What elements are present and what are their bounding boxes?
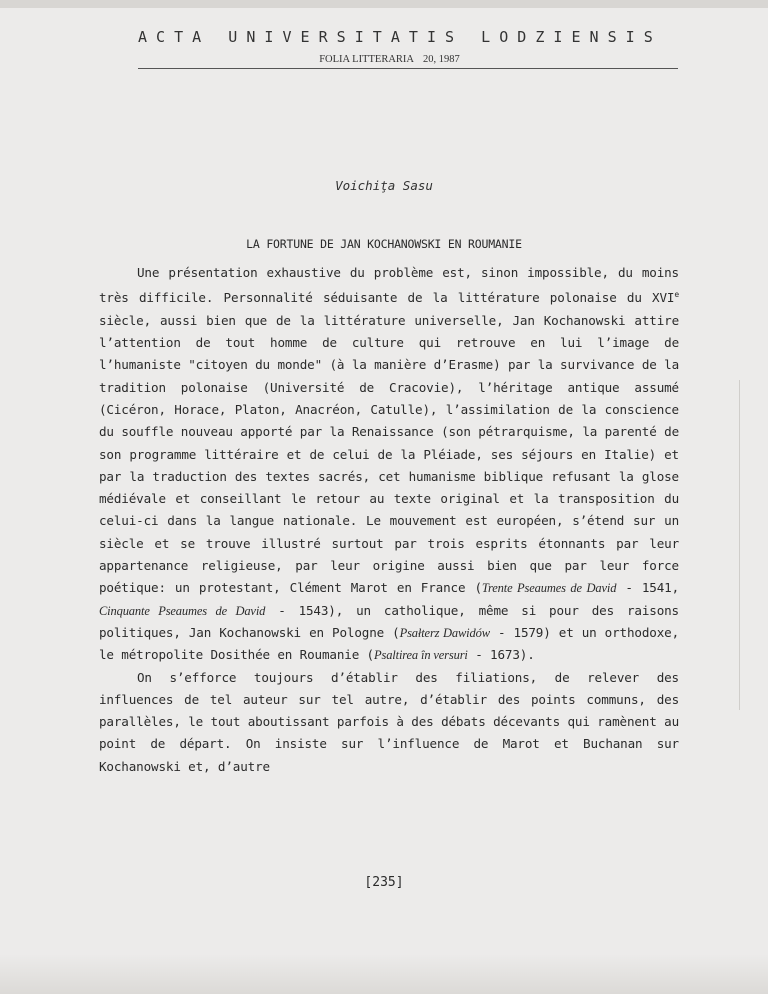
scan-edge-top bbox=[0, 0, 768, 8]
text-run: - 1673). bbox=[467, 647, 535, 663]
italic-title: Psałterz Dawidów bbox=[399, 625, 490, 640]
text-run: Une présentation exhaustive du problème est, sinon impossible, du moins très difficile. Personnalité séduisante de la littérature polonaise du XVI bbox=[99, 265, 679, 306]
series-number: 20, 1987 bbox=[423, 54, 460, 65]
author-name: Voichiţa Sasu bbox=[335, 178, 433, 193]
page-number: [235] bbox=[364, 875, 404, 890]
text-run: siècle, aussi bien que de la littérature universelle, Jan Kochanowski attire l’attention de tout homme de culture qui retrouve en lui l’image de l’humaniste "citoyen du monde" (à la manière d’Erasme) par la survivance de la tradition polonaise (Université de Cracovie), l’héritage antique assumé (Cicéron, Horace, Platon, Anacréon, Catulle), l’assimilation de la conscience du souffle nouveau apporté par la Renaissance (son pétrarquisme, la parenté de son programme littéraire et de celui de la Pléiade, ses séjours en Italie) et par la traduction des textes sacrés, cet humanisme biblique refusant la glose médiévale et conseillant le retour au texte original et la transposition du celui-ci dans la langue nationale. Le mouvement est européen, s’étend sur un siècle et se trouve illustré surtout par trois esprits étonnants par leur appartenance religieuse, par leur origine aussi bien que par leur force poétique: un protestant, Clément Marot en France ( bbox=[99, 312, 679, 596]
article-body bbox=[99, 262, 679, 778]
text-run: - 1541, bbox=[616, 580, 680, 596]
paragraph-2: On s’efforce toujours d’établir des filiations, de relever des influences de tel auteur sur tel autre, d’établir des points communs, des parallèles, le tout aboutissant parfois à des débats décevants qui ramènent au point de départ. On insiste sur l’influence de Marot et Buchanan sur Kochanowski et, d’autre bbox=[99, 669, 679, 774]
series-name: FOLIA LITTERARIA bbox=[319, 54, 414, 65]
header-rule bbox=[138, 68, 678, 69]
superscript: e bbox=[674, 290, 679, 300]
scan-artifact-line bbox=[739, 380, 740, 710]
journal-name: A C T A U N I V E R S I T A T I S L O D Z I E N S I S bbox=[138, 28, 653, 46]
scan-edge-bottom bbox=[0, 954, 768, 994]
italic-title: Psaltirea în versuri bbox=[374, 648, 468, 663]
text-run: - 1579) et un orthodoxe, le métropolite Dosithée en Roumanie ( bbox=[99, 624, 679, 663]
italic-title: Cinquante Pseaumes de David bbox=[99, 603, 266, 618]
journal-header bbox=[138, 28, 678, 65]
paragraph-1 bbox=[99, 262, 679, 667]
italic-title: Trente Pseaumes de David bbox=[481, 581, 617, 596]
text-run: - 1543), un catholique, même si pour des raisons politiques, Jan Kochanowski en Pologne ( bbox=[99, 602, 679, 640]
article-title: LA FORTUNE DE JAN KOCHANOWSKI EN ROUMANIE bbox=[246, 237, 522, 251]
